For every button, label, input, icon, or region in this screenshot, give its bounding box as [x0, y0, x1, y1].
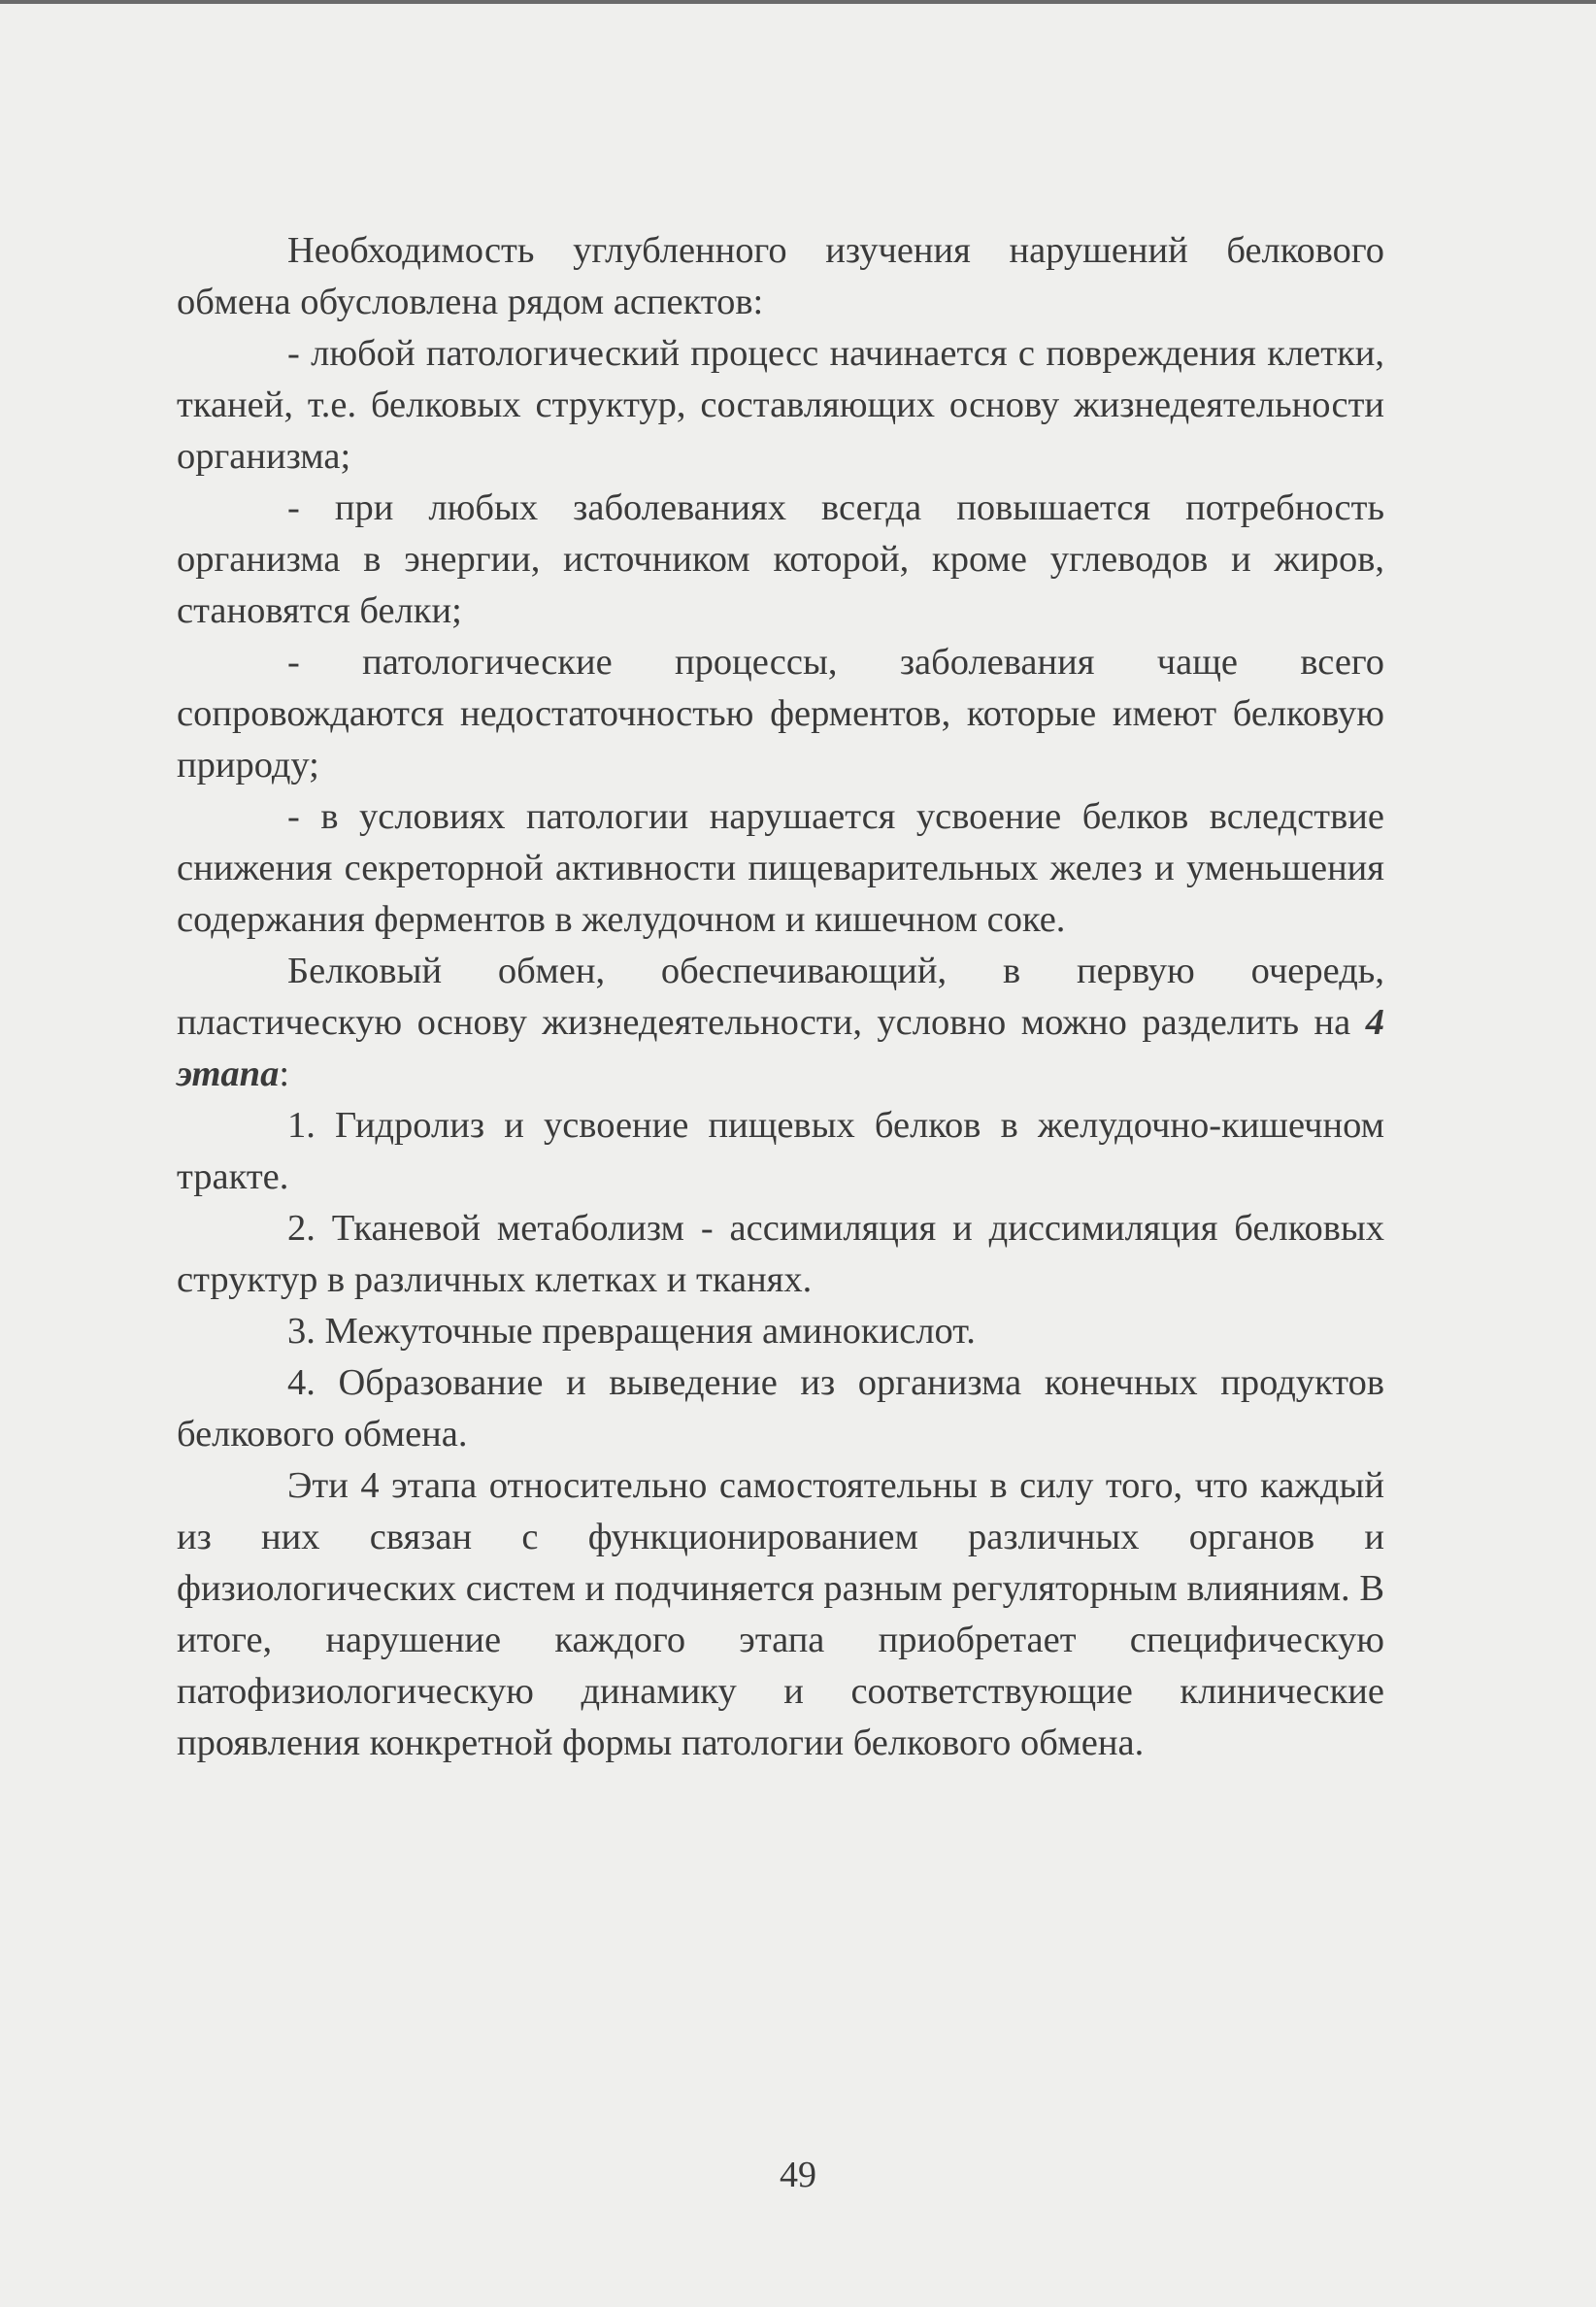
stage-item-4: 4. Образование и выведение из организма конечных продуктов белкового обмена.	[177, 1362, 1384, 1454]
aspect-item-1: - любой патологический процесс начинается с повреждения клетки, тканей, т.е. белковых структур, составляющих основу жизнедеятельности организма;	[177, 333, 1384, 477]
stage-item-2: 2. Тканевой метаболизм - ассимиляция и диссимиляция белковых структур в различных клетках и тканях.	[177, 1208, 1384, 1300]
page-number: 49	[780, 2155, 816, 2195]
body-text	[177, 225, 1384, 1769]
stages-intro-colon: :	[279, 1053, 290, 1094]
aspect-item-4: - в условиях патологии нарушается усвоение белков вследствие снижения секреторной активности пищеварительных желез и уменьшения содержания ферментов в желудочном и кишечном соке.	[177, 796, 1384, 940]
stages-intro-paragraph	[177, 946, 1384, 1100]
stages-count-emphasis: 4 этапа	[177, 1002, 1384, 1094]
conclusion-paragraph: Эти 4 этапа относительно самостоятельны в силу того, что каждый из них связан с функционированием различных органов и физиологических систем и подчиняется разным регуляторным влияниям. В итоге, нарушение каждого этапа приобретает специфическую патофизиологическую динамику и соответствующие клинические проявления конкретной формы патологии белкового обмена.	[177, 1465, 1384, 1763]
page-top-edge	[0, 0, 1596, 4]
stages-intro-text: Белковый обмен, обеспечивающий, в первую очередь, пластическую основу жизнедеятельности, условно можно разделить на	[177, 951, 1384, 1043]
stage-item-1: 1. Гидролиз и усвоение пищевых белков в желудочно-кишечном тракте.	[177, 1105, 1384, 1197]
aspect-item-3: - патологические процессы, заболевания чаще всего сопровождаются недостаточностью ферментов, которые имеют белковую природу;	[177, 642, 1384, 786]
intro-paragraph: Необходимость углубленного изучения нарушений белкового обмена обусловлена рядом аспектов:	[177, 230, 1384, 322]
stage-item-3: 3. Межуточные превращения аминокислот.	[287, 1311, 976, 1352]
aspect-item-2: - при любых заболеваниях всегда повышается потребность организма в энергии, источником которой, кроме углеводов и жиров, становятся белки;	[177, 487, 1384, 631]
